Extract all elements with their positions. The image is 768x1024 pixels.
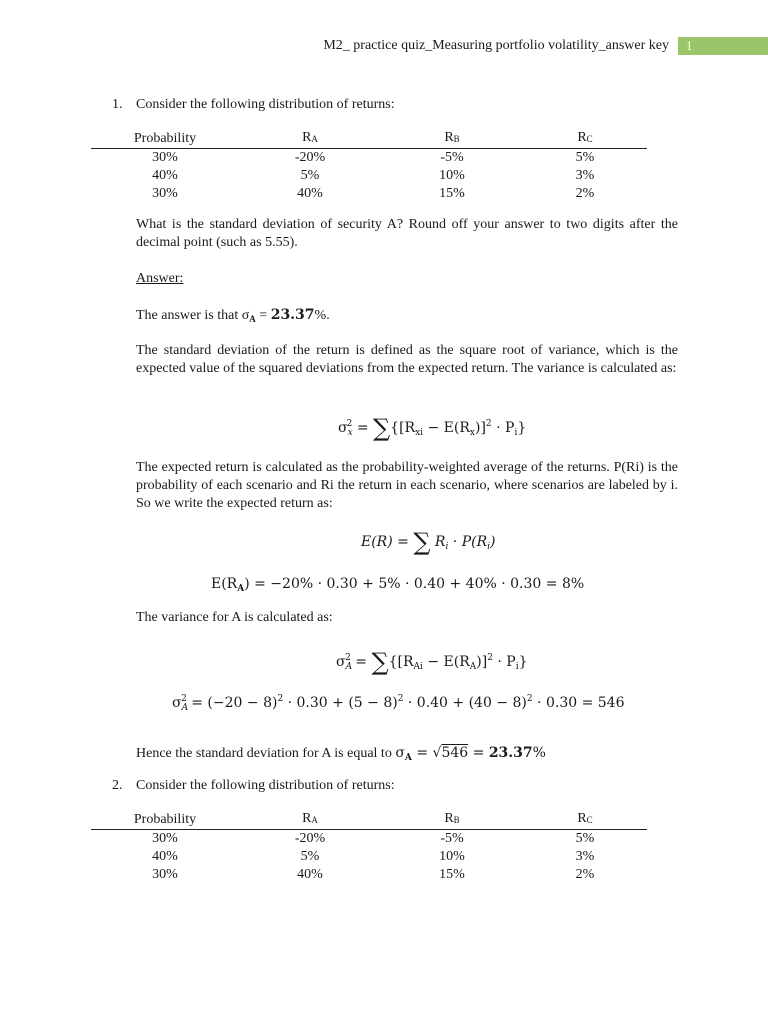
table-cell: -20% [294,150,326,165]
table-header-row [91,129,647,149]
table-row [91,848,647,866]
page-header [0,37,768,55]
question-1-prompt [112,96,395,114]
table-cell: 30% [152,186,178,201]
table-cell: -5% [440,831,464,846]
table-cell: 2% [575,867,595,882]
answer-text: The answer is that [136,308,239,323]
table-row [91,866,647,884]
answer-label: Answer: [136,271,184,286]
answer-statement [136,306,330,328]
question-2-prompt-text: Consider the following distribution of returns: [136,778,395,793]
table-cell: 40% [152,849,178,864]
table-header-row [91,810,647,830]
question-1-prompt-text: Consider the following distribution of returns: [136,97,395,112]
table-cell: 2% [575,186,595,201]
expected-return-formula: E(R) = ∑ $R_i \cdot P(R_i)$ [361,528,496,556]
table-cell: -5% [440,150,464,165]
table-cell: -20% [294,831,326,846]
conclusion-value: $\sigma_A = √546 = 23.37\%$ [395,745,546,763]
header-rb: RB [444,811,460,826]
header-rb: RB [444,130,460,145]
table-cell: 5% [575,831,595,846]
table-row [91,185,647,203]
variance-a-formula: $\sigma_A^2 = \sum\{[R_{Ai} - E(R_A)]^2 \cdot P_i\}$ [336,648,528,676]
table-cell: 15% [439,867,465,882]
expected-return-calculation: $E(R_A) = -20\% \cdot 0.30 + 5\% \cdot 0.40 + 40\% \cdot 0.30 = 8\%$ [211,576,585,594]
returns-table-2 [91,810,647,884]
variance-formula: $\sigma_x^2 = \sum\{[R_{xi} - E(R_x)]^2 \cdot P_i\}$ [338,414,527,442]
table-cell: 5% [300,168,320,183]
page-number-badge: 1 [678,37,768,55]
table-row [91,830,647,849]
question-2-number: 2. [112,778,123,793]
table-cell: 5% [300,849,320,864]
table-cell: 5% [575,150,595,165]
conclusion-statement [136,744,546,767]
question-1-number: 1. [112,97,123,112]
answer-value: $\sigma_A = 23.37\%$. [241,307,330,324]
table-cell: 3% [575,168,595,183]
table-cell: 40% [152,168,178,183]
variance-intro: The variance for A is calculated as: [136,610,333,625]
table-cell: 30% [152,150,178,165]
expected-return-paragraph: The expected return is calculated as the probability-weighted average of the returns. P(Ri) is the probability of each scenario and Ri the return in each scenario, where scenarios are labeled by i. So we write the expected return as: [136,460,678,511]
table-cell: 10% [439,168,465,183]
table-cell: 30% [152,831,178,846]
header-ra: RA [302,811,318,826]
table-row [91,149,647,168]
table-cell: 40% [297,186,323,201]
table-cell: 3% [575,849,595,864]
header-probability: Probability [133,811,197,827]
question-1-text: What is the standard deviation of security A? Round off your answer to two digits after the decimal point (such as 5.55). [136,217,678,250]
variance-a-calculation: $\sigma_A^2 = (-20 - 8)^2 \cdot 0.30 + (5 - 8)^2 \cdot 0.40 + (40 - 8)^2 \cdot 0.30 = 546$ [172,694,625,713]
table-row [91,167,647,185]
table-cell: 30% [152,867,178,882]
table-cell: 40% [297,867,323,882]
header-rc: RC [577,811,593,826]
definition-paragraph: The standard deviation of the return is defined as the square root of variance, which is the expected value of the squared deviations from the expected return. The variance is calculated as: [136,343,678,376]
question-2-prompt [112,777,395,795]
returns-table-1 [91,129,647,203]
table-cell: 15% [439,186,465,201]
conclusion-text: Hence the standard deviation for A is equal to [136,746,392,761]
header-ra: RA [302,130,318,145]
table-cell: 10% [439,849,465,864]
header-probability: Probability [133,130,197,146]
document-title: M2_ practice quiz_Measuring portfolio volatility_answer key [323,38,669,53]
header-rc: RC [577,130,593,145]
